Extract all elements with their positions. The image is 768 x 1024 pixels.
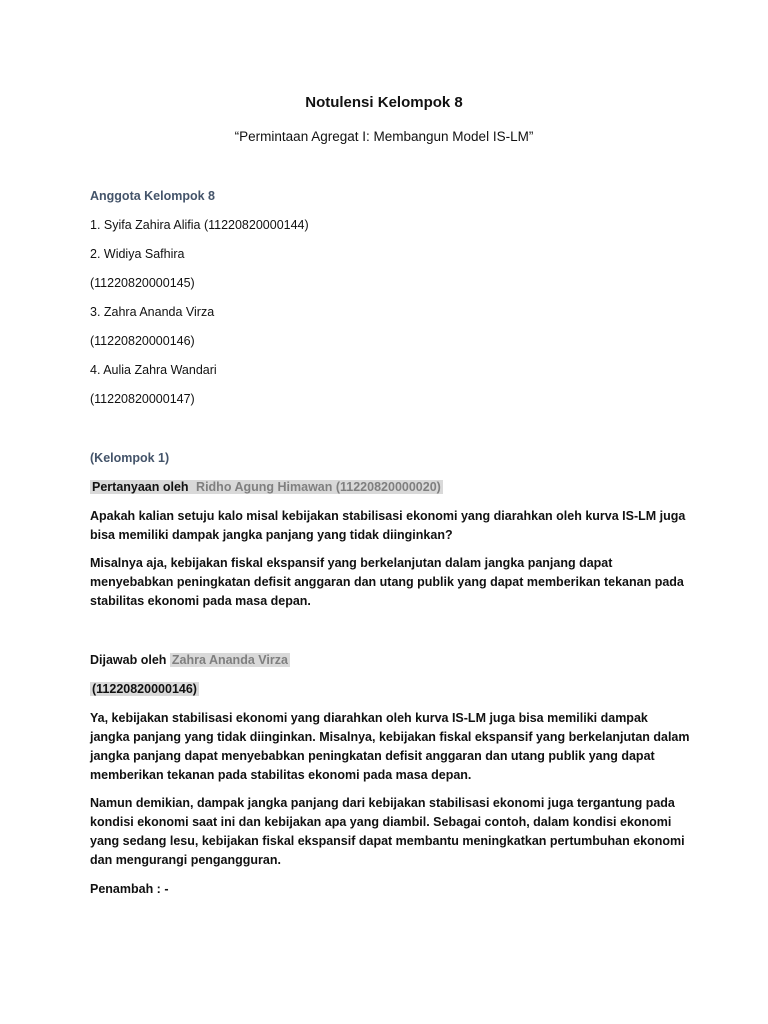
member-line: (11220820000145) [90, 276, 195, 290]
question-byline [90, 478, 443, 496]
question-prefix: Pertanyaan oleh [92, 480, 193, 494]
answer-byline [90, 651, 290, 669]
addition-line: Penambah : - [90, 882, 169, 896]
group-label: (Kelompok 1) [90, 451, 170, 465]
answer-paragraph-1: Ya, kebijakan stabilisasi ekonomi yang diarahkan oleh kurva IS-LM juga bisa memiliki dampak jangka panjang yang tidak diinginkan. Misalnya, kebijakan fiskal ekspansif yang berkelanjutan dalam jangka panjang dapat menyebabkan peningkatan defisit anggaran dan utang publik yang dapat memberikan tekanan pada stabilitas ekonomi pada masa depan. [90, 711, 690, 782]
answer-author-id-line [90, 680, 199, 698]
answer-author-id: (11220820000146) [92, 682, 197, 696]
member-line: (11220820000147) [90, 392, 195, 406]
answer-author: Zahra Ananda Virza [171, 653, 288, 667]
document-title: Notulensi Kelompok 8 [305, 94, 463, 111]
member-line: (11220820000146) [90, 334, 195, 348]
members-heading: Anggota Kelompok 8 [90, 189, 216, 203]
question-author: Ridho Agung Himawan (11220820000020) [196, 480, 441, 494]
document-subtitle: “Permintaan Agregat I: Membangun Model IS-LM” [234, 129, 534, 144]
answer-prefix: Dijawab oleh [90, 653, 170, 667]
member-line: 3. Zahra Ananda Virza [90, 305, 215, 319]
question-paragraph-2: Misalnya aja, kebijakan fiskal ekspansif yang berkelanjutan dalam jangka panjang dapat menyebabkan peningkatan defisit anggaran dan utang publik yang dapat memberikan tekanan pada stabilitas ekonomi pada masa depan. [90, 556, 684, 608]
question-paragraph-1: Apakah kalian setuju kalo misal kebijakan stabilisasi ekonomi yang diarahkan oleh kurva IS-LM juga bisa memiliki dampak jangka panjang yang tidak diinginkan? [90, 509, 686, 542]
member-line: 2. Widiya Safhira [90, 247, 185, 261]
member-line: 1. Syifa Zahira Alifia (11220820000144) [90, 218, 309, 232]
answer-paragraph-2: Namun demikian, dampak jangka panjang dari kebijakan stabilisasi ekonomi juga tergantung pada kondisi ekonomi saat ini dan kebijakan apa yang diambil. Sebagai contoh, dalam kondisi ekonomi yang sedang lesu, kebijakan fiskal ekspansif dapat membantu meningkatkan pertumbuhan ekonomi dan mengurangi pengangguran. [90, 796, 685, 867]
member-line: 4. Aulia Zahra Wandari [90, 363, 217, 377]
